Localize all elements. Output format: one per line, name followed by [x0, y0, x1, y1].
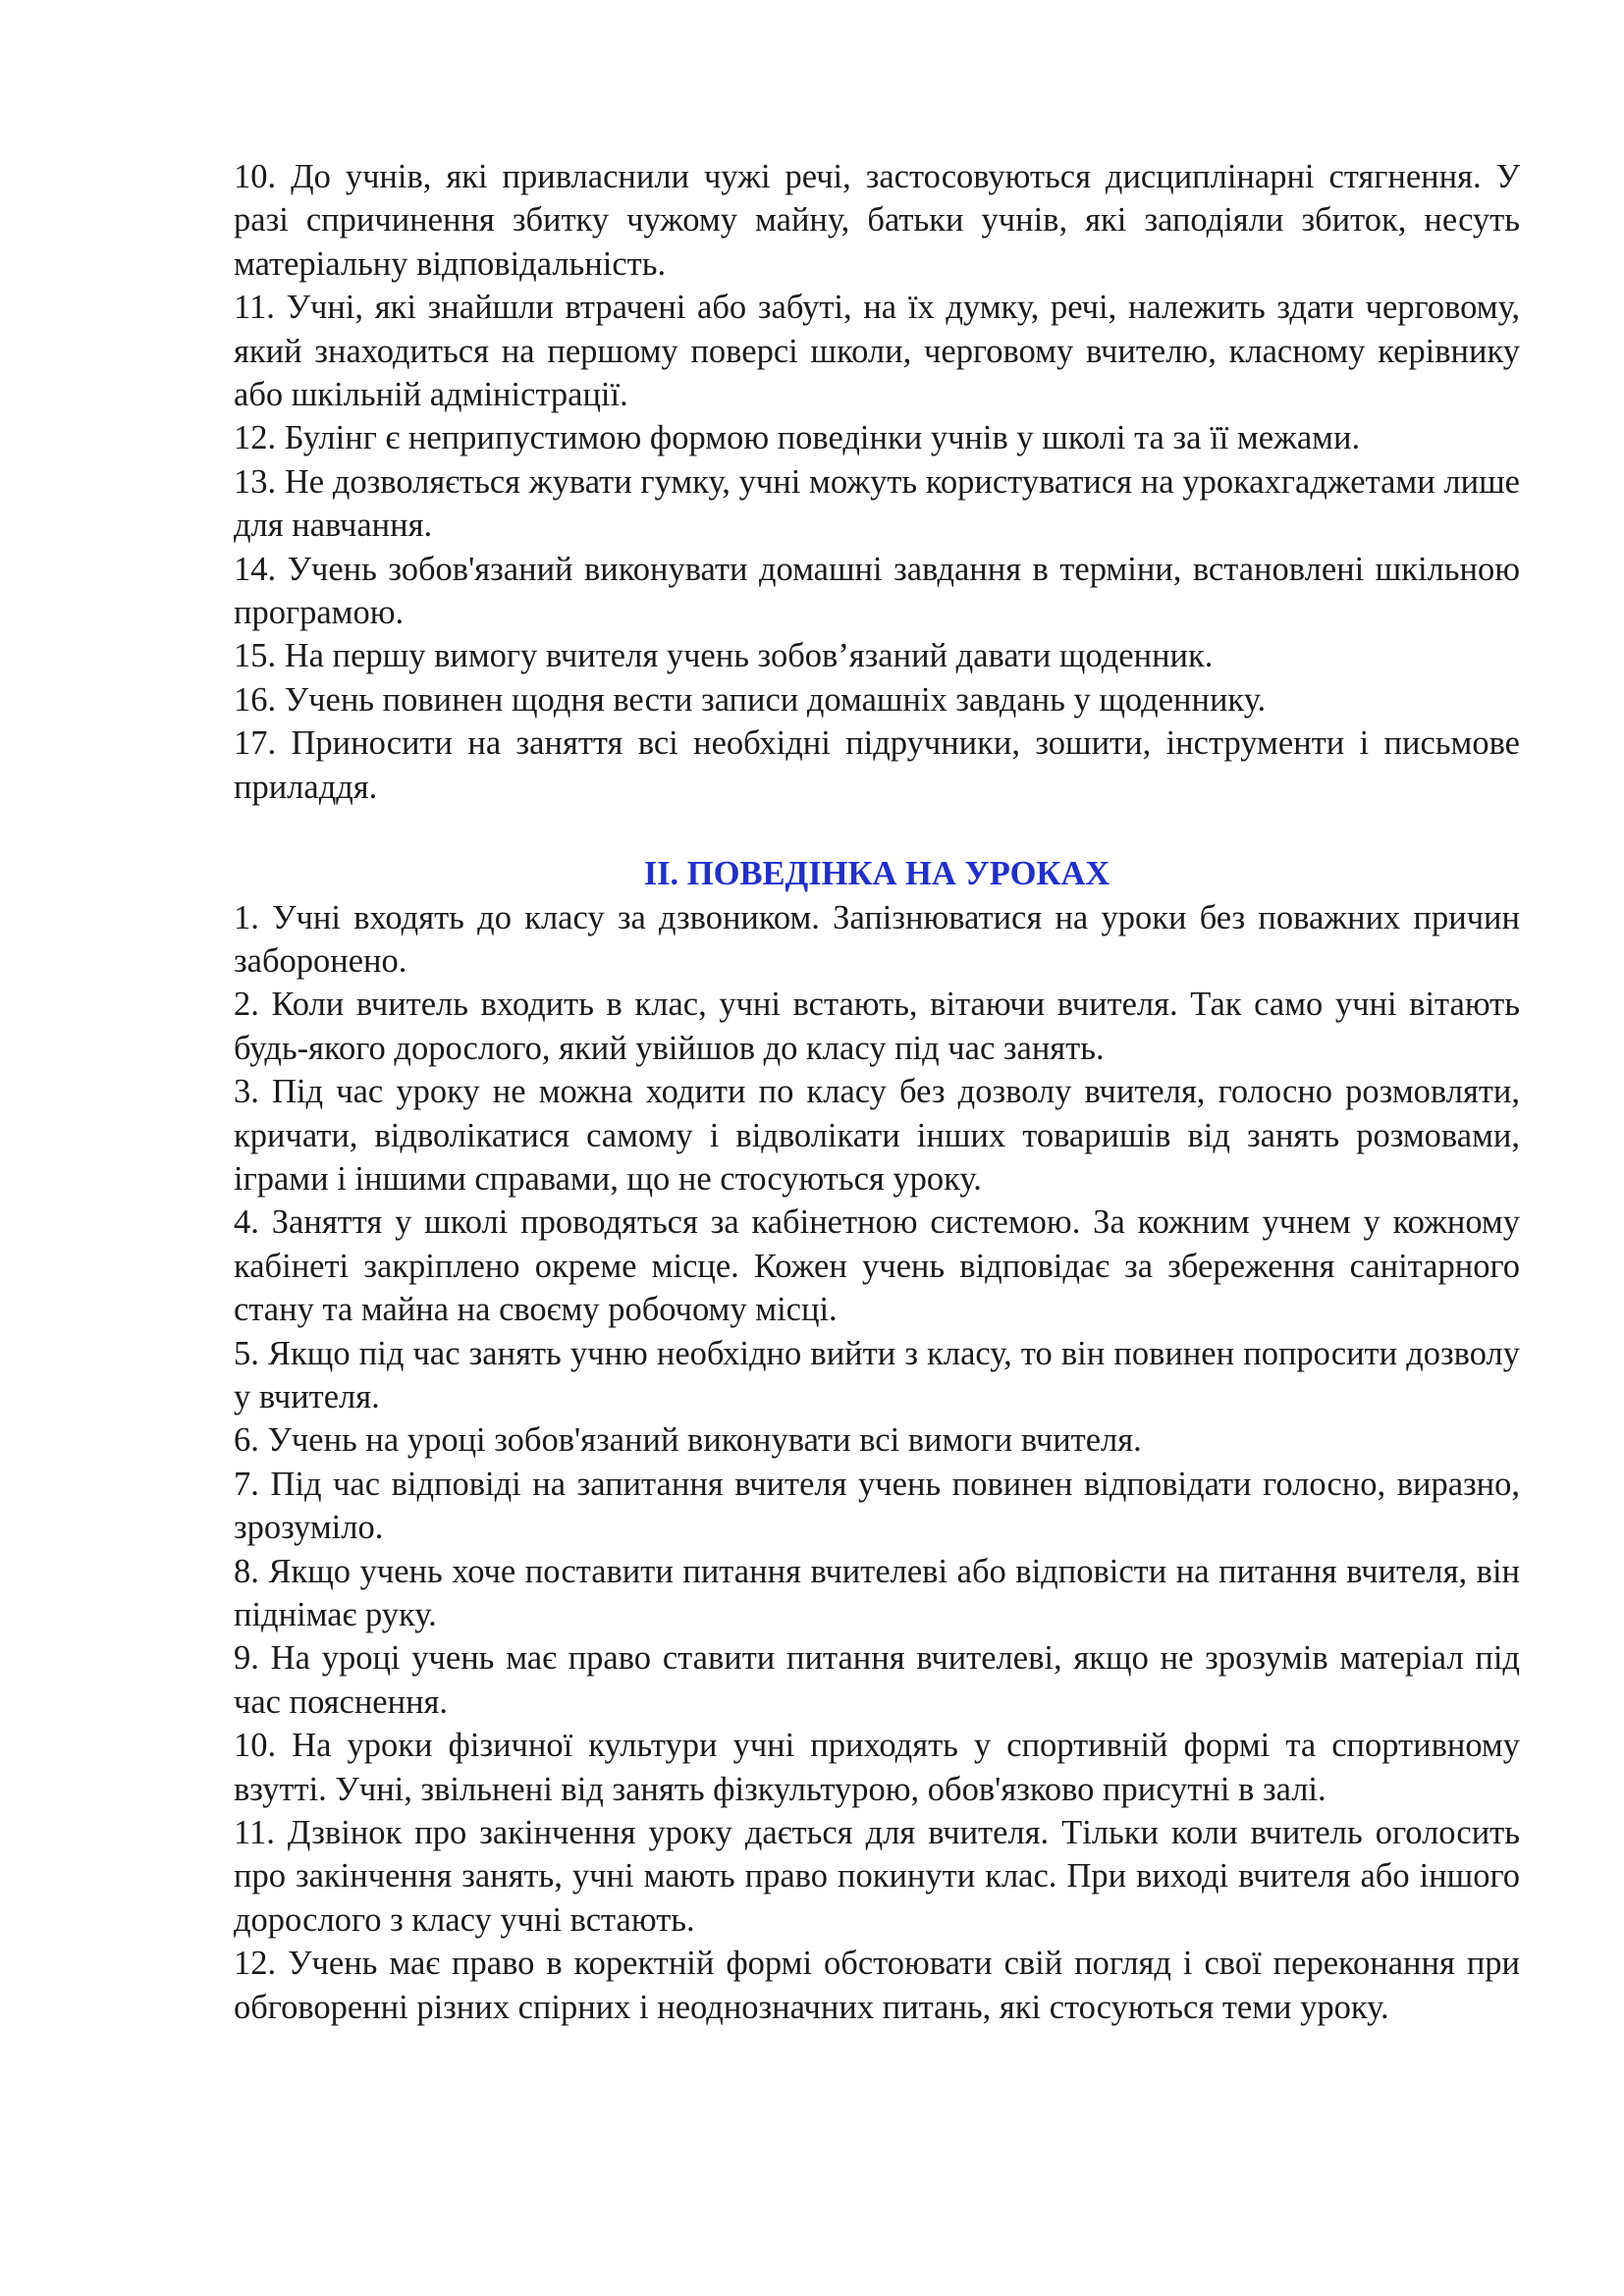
- rule-item: 7. Під час відповіді на запитання вчителя учень повинен відповідати голосно, виразно, зрозуміло.: [234, 1465, 1520, 1547]
- rule-item: 15. На першу вимогу вчителя учень зобов’язаний давати щоденник.: [234, 637, 1214, 675]
- rule-item: 12. Учень має право в коректній формі обстоювати свій погляд і свої переконання при обговоренні різних спірних і неоднозначних питань, які стосуються теми уроку.: [234, 1945, 1520, 2026]
- rule-item: 14. Учень зобов'язаний виконувати домашні завдання в терміни, встановлені шкільною програмою.: [234, 550, 1520, 632]
- section1-list: [234, 155, 1520, 809]
- rule-item: 10. На уроки фізичної культури учні приходять у спортивній формі та спортивному взутті. Учні, звільнені від занять фізкультурою, обов'язково присутні в залі.: [234, 1727, 1520, 1808]
- rule-item: 4. Заняття у школі проводяться за кабінетною системою. За кожним учнем у кожному кабінеті закріплено окреме місце. Кожен учень відповідає за збереження санітарного стану та майна на своєму робочому місці.: [234, 1203, 1520, 1329]
- rule-item: 8. Якщо учень хоче поставити питання вчителеві або відповісти на питання вчителя, він піднімає руку.: [234, 1552, 1520, 1633]
- document-page: [234, 155, 1520, 2029]
- rule-item: 11. Дзвінок про закінчення уроку дається для вчителя. Тільки коли вчитель оголосить про закінчення занять, учні мають право покинути клас. При виході вчителя або іншого дорослого з класу учні встають.: [234, 1814, 1520, 1939]
- rule-item: 16. Учень повинен щодня вести записи домашніх завдань у щоденнику.: [234, 680, 1267, 719]
- section-heading: ІІ. ПОВЕДІНКА НА УРОКАХ: [643, 855, 1110, 893]
- rule-item: 11. Учні, які знайшли втрачені або забуті, на їх думку, речі, належить здати черговому, який знаходиться на першому поверсі школи, черговому вчителю, класному керівнику або шкільній адміністрації.: [234, 289, 1520, 414]
- rule-item: 3. Під час уроку не можна ходити по класу без дозволу вчителя, голосно розмовляти, кричати, відволікатися самому і відволікати інших товаришів від занять розмовами, іграми і іншими справами, що не стосуються уроку.: [234, 1073, 1520, 1198]
- rule-item: 17. Приносити на заняття всі необхідні підручники, зошити, інструменти і письмове приладдя.: [234, 724, 1520, 806]
- rule-item: 13. Не дозволяється жувати гумку, учні можуть користуватися на урокахгаджетами лише для навчання.: [234, 462, 1520, 545]
- rule-item: 12. Булінг є неприпустимою формою поведінки учнів у школі та за її межами.: [234, 419, 1361, 457]
- section-spacer: [234, 809, 1520, 852]
- rule-item: 10. До учнів, які привласнили чужі речі, застосовуються дисциплінарні стягнення. У разі спричинення збитку чужому майну, батьки учнів, які заподіяли збиток, несуть матеріальну відповідальність.: [234, 158, 1520, 283]
- rule-item: 6. Учень на уроці зобов'язаний виконувати всі вимоги вчителя.: [234, 1421, 1142, 1460]
- rule-item: 1. Учні входять до класу за дзвоником. Запізнюватися на уроки без поважних причин заборонено.: [234, 898, 1520, 980]
- rule-item: 2. Коли вчитель входить в клас, учні встають, вітаючи вчителя. Так само учні вітають будь-якого дорослого, який увійшов до класу під час занять.: [234, 986, 1520, 1067]
- rule-item: 9. На уроці учень має право ставити питання вчителеві, якщо не зрозумів матеріал під час пояснення.: [234, 1639, 1520, 1721]
- section2-list: [234, 896, 1520, 2030]
- rule-item: 5. Якщо під час занять учню необхідно вийти з класу, то він повинен попросити дозволу у вчителя.: [234, 1334, 1520, 1415]
